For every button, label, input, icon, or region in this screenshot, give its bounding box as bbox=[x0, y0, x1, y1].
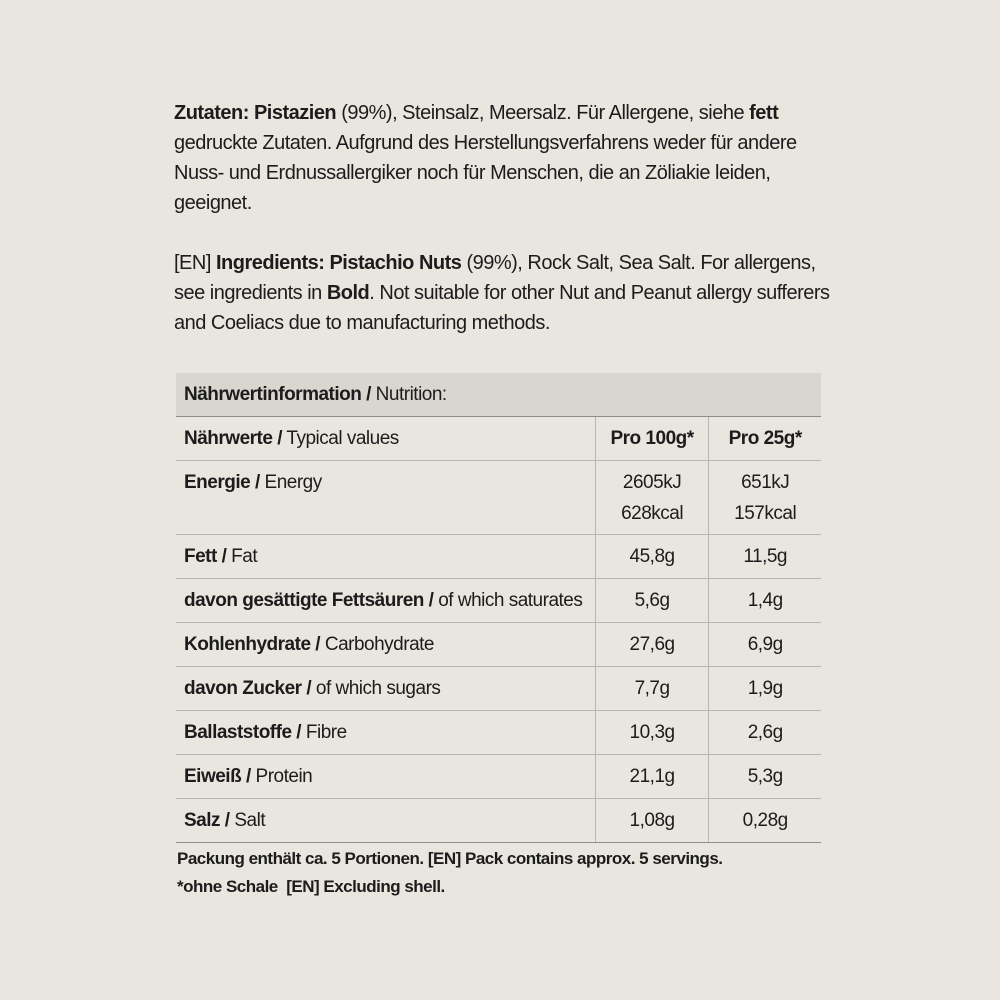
table-row bbox=[176, 711, 821, 755]
row-value-100g: 5,6g bbox=[595, 579, 709, 623]
row-label-de: Salz / bbox=[184, 810, 230, 831]
ingredients-en-text-2: . Not suitable for other Nut and Peanut allergy sufferers and Coeliacs due to manufacturing methods. bbox=[174, 282, 830, 334]
row-label-de: Ballaststoffe / bbox=[184, 722, 302, 743]
row-label-de: Fett / bbox=[184, 546, 227, 567]
table-row bbox=[176, 461, 821, 535]
row-value-100g: 27,6g bbox=[595, 623, 709, 667]
table-row bbox=[176, 535, 821, 579]
row-label bbox=[176, 711, 595, 755]
column-header-name bbox=[176, 417, 595, 461]
energy-kj-100g: 2605kJ bbox=[622, 472, 682, 493]
nutrition-title bbox=[176, 373, 821, 417]
ingredients-en-label: Ingredients: bbox=[215, 252, 325, 274]
ingredients-german bbox=[174, 98, 834, 218]
energy-kcal-25g: 157kcal bbox=[734, 503, 797, 524]
row-label-en: Energy bbox=[259, 472, 322, 493]
footnote bbox=[177, 845, 723, 901]
ingredients-en-prefix: [EN] bbox=[174, 252, 216, 274]
nutrition-table bbox=[176, 373, 821, 843]
row-value-25g: 5,3g bbox=[709, 755, 821, 799]
header-per-100g-label: Pro 100g* bbox=[610, 428, 694, 449]
row-label bbox=[176, 461, 595, 535]
row-value-100g: 7,7g bbox=[595, 667, 709, 711]
nutrition-title-row bbox=[176, 373, 821, 417]
row-label-de: Energie / bbox=[184, 472, 260, 493]
row-label bbox=[176, 623, 595, 667]
nutrition-title-normal: Nutrition: bbox=[370, 384, 447, 405]
ingredients-section bbox=[174, 98, 834, 338]
row-value-100g: 10,3g bbox=[595, 711, 709, 755]
nutrition-title-bold: Nährwertinformation / bbox=[184, 384, 371, 405]
row-value-25g: 0,28g bbox=[709, 799, 821, 843]
row-label-en: Fibre bbox=[301, 722, 347, 743]
energy-kj-25g: 651kJ bbox=[741, 472, 790, 493]
row-label bbox=[176, 667, 595, 711]
row-value-25g: 6,9g bbox=[709, 623, 821, 667]
ingredients-de-text-2: gedruckte Zutaten. Aufgrund des Herstellungsverfahrens weder für andere Nuss- und Erdnussallergiker noch für Menschen, die an Zöliakie leiden, geeignet. bbox=[174, 132, 797, 214]
row-label-de: davon gesättigte Fettsäuren / bbox=[184, 590, 434, 611]
footnote-servings: Packung enthält ca. 5 Portionen. [EN] Pack contains approx. 5 servings. bbox=[177, 849, 723, 868]
row-value-100g bbox=[595, 461, 709, 535]
row-label bbox=[176, 535, 595, 579]
header-name-normal: Typical values bbox=[281, 428, 399, 449]
ingredients-en-text-1: (99%), Rock Salt, Sea Salt. For allergens, see ingredients in bbox=[174, 252, 816, 304]
ingredients-de-bold-1: Pistazien bbox=[253, 102, 337, 124]
row-label bbox=[176, 799, 595, 843]
row-value-25g: 11,5g bbox=[709, 535, 821, 579]
row-label-en: Fat bbox=[226, 546, 258, 567]
row-label-de: davon Zucker / bbox=[184, 678, 312, 699]
ingredients-en-bold-1: Pistachio Nuts bbox=[329, 252, 462, 274]
row-value-25g: 2,6g bbox=[709, 711, 821, 755]
row-value-25g bbox=[709, 461, 821, 535]
table-row bbox=[176, 667, 821, 711]
header-per-25g-label: Pro 25g* bbox=[728, 428, 802, 449]
row-label bbox=[176, 579, 595, 623]
row-label-en: Salt bbox=[229, 810, 266, 831]
ingredients-de-bold-2: fett bbox=[749, 102, 779, 124]
row-value-100g: 21,1g bbox=[595, 755, 709, 799]
row-value-100g: 1,08g bbox=[595, 799, 709, 843]
nutrition-header-row bbox=[176, 417, 821, 461]
header-name-bold: Nährwerte / bbox=[184, 428, 282, 449]
table-row bbox=[176, 579, 821, 623]
ingredients-de-label: Zutaten: bbox=[174, 102, 249, 124]
table-row bbox=[176, 755, 821, 799]
row-value-25g: 1,9g bbox=[709, 667, 821, 711]
row-label-en: of which sugars bbox=[311, 678, 441, 699]
table-row bbox=[176, 799, 821, 843]
row-label-en: of which saturates bbox=[433, 590, 583, 611]
row-label-de: Kohlenhydrate / bbox=[184, 634, 321, 655]
table-row bbox=[176, 623, 821, 667]
ingredients-en-bold-2: Bold bbox=[326, 282, 370, 304]
row-label bbox=[176, 755, 595, 799]
energy-kcal-100g: 628kcal bbox=[621, 503, 684, 524]
ingredients-de-text-1: (99%), Steinsalz, Meersalz. Für Allergene, siehe bbox=[336, 102, 750, 124]
row-label-en: Carbohydrate bbox=[320, 634, 434, 655]
footnote-shell: *ohne Schale [EN] Excluding shell. bbox=[177, 877, 445, 896]
column-header-per-100g bbox=[595, 417, 709, 461]
row-value-100g: 45,8g bbox=[595, 535, 709, 579]
column-header-per-25g bbox=[709, 417, 821, 461]
ingredients-english bbox=[174, 248, 834, 338]
row-value-25g: 1,4g bbox=[709, 579, 821, 623]
row-label-en: Protein bbox=[250, 766, 313, 787]
row-label-de: Eiweiß / bbox=[184, 766, 251, 787]
